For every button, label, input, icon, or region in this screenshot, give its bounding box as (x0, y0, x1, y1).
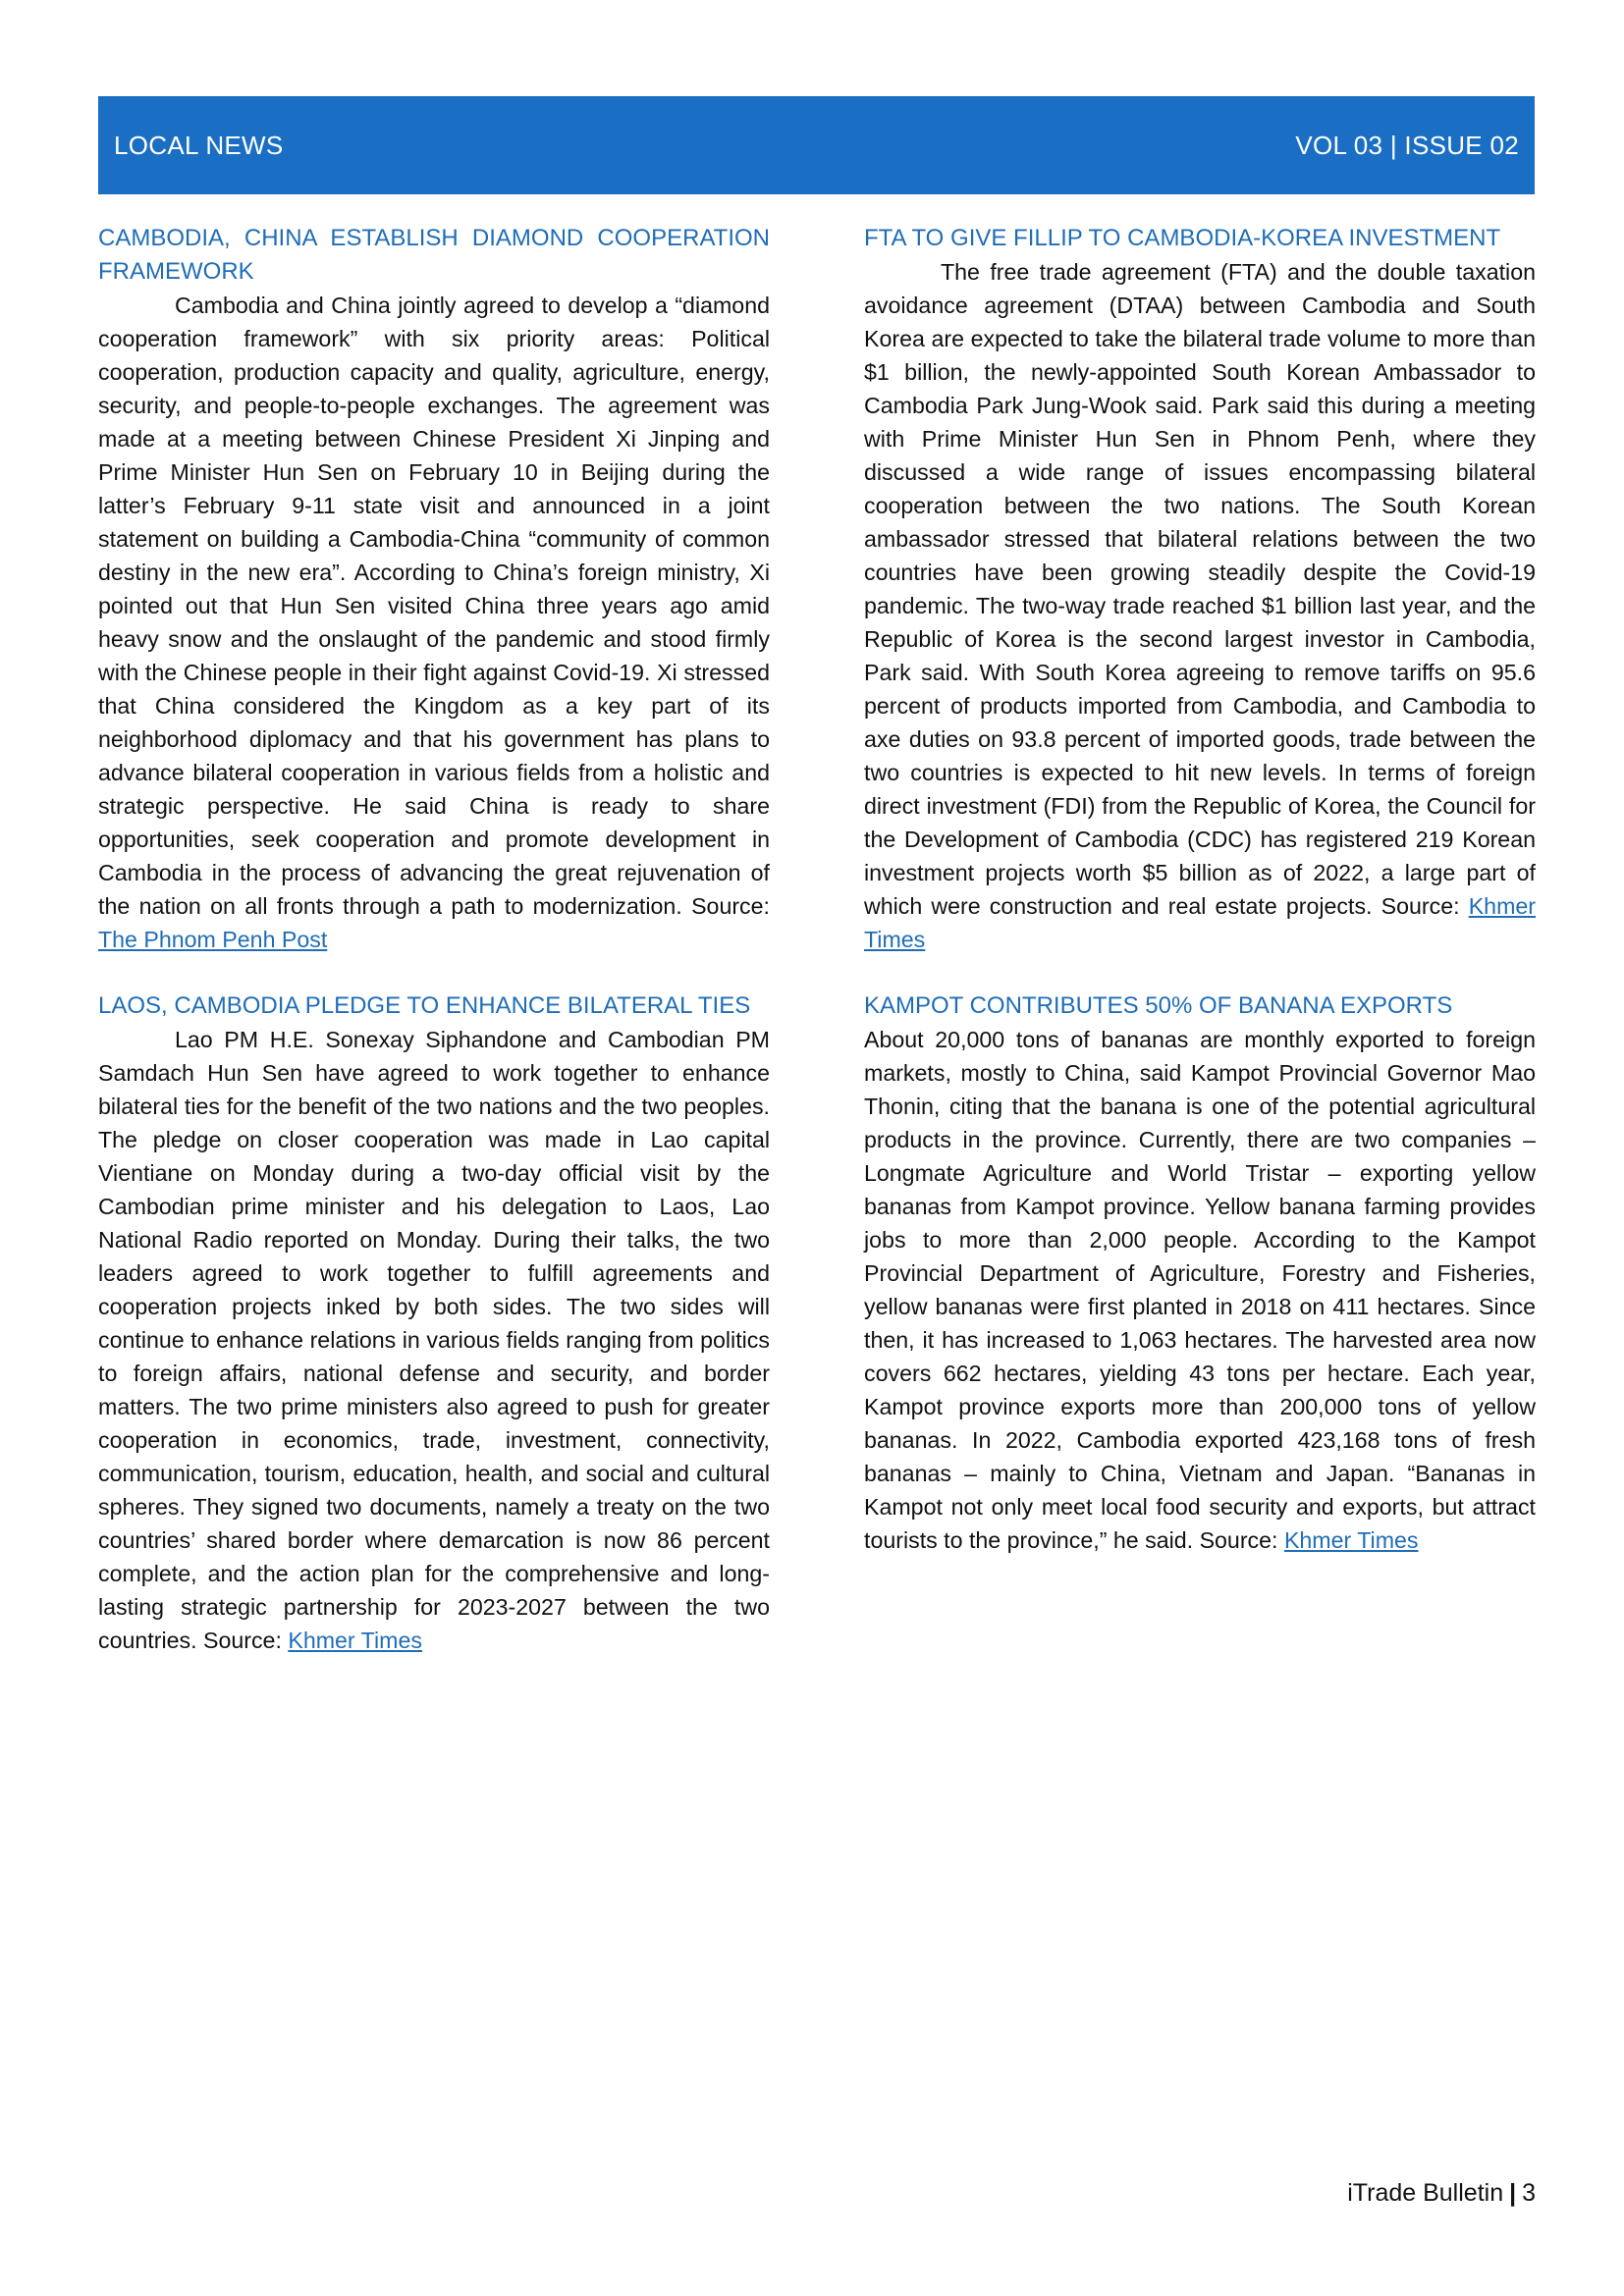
article-kampot-bananas (864, 989, 1536, 1557)
issue-label: VOL 03 | ISSUE 02 (1295, 130, 1519, 160)
section-label: LOCAL NEWS (114, 130, 284, 160)
article-diamond-framework (98, 222, 770, 956)
source-link[interactable]: Khmer Times (864, 893, 1536, 952)
article-headline: CAMBODIA, CHINA ESTABLISH DIAMOND COOPERATION FRAMEWORK (98, 225, 770, 285)
footer-separator: | (1509, 2179, 1517, 2207)
source-link[interactable]: Khmer Times (288, 1628, 422, 1653)
source-label: Source: (1380, 893, 1460, 919)
article-headline: KAMPOT CONTRIBUTES 50% OF BANANA EXPORTS (864, 992, 1453, 1019)
right-column (864, 222, 1536, 1590)
left-column (98, 222, 770, 1690)
article-body: Cambodia and China jointly agreed to develop a “diamond cooperation framework” with six priority areas: Political cooperation, production capacity and quality, agriculture, energy, security, and people-to-people exchanges. The agreement was made at a meeting between Chinese President Xi Jinping and Prime Minister Hun Sen on February 10 in Beijing during the latter’s February 9-11 state visit and announced in a joint statement on building a Cambodia-China “community of common destiny in the new era”. According to China’s foreign ministry, Xi pointed out that Hun Sen visited China three years ago amid heavy snow and the onslaught of the pandemic and stood firmly with the Chinese people in their fight against Covid-19. Xi stressed that China considered the Kingdom as a key part of its neighborhood diplomacy and that his government has plans to advance bilateral cooperation in various fields from a holistic and strategic perspective. He said China is ready to share opportunities, seek cooperation and promote development in Cambodia in the process of advancing the great rejuvenation of the nation on all fronts through a path to modernization. Source: The Phnom Penh Post (98, 293, 770, 952)
article-body: About 20,000 tons of bananas are monthly exported to foreign markets, mostly to China, said Kampot Provincial Governor Mao Thonin, citing that the banana is one of the potential agricultural products in the province. Currently, there are two companies – Longmate Agriculture and World Tristar – exporting yellow bananas from Kampot province. Yellow banana farming provides jobs to more than 2,000 people. According to the Kampot Provincial Department of Agriculture, Forestry and Fisheries, yellow bananas were first planted in 2018 on 411 hectares. Since then, it has increased to 1,063 hectares. The harvested area now covers 662 hectares, yielding 43 tons per hectare. Each year, Kampot province exports more than 200,000 tons of yellow bananas. In 2022, Cambodia exported 423,168 tons of fresh bananas – mainly to China, Vietnam and Japan. “Bananas in Kampot not only meet local food security and exports, but attract tourists to the province,” he said. Source: Khmer Times (864, 1027, 1536, 1553)
source-label: Source: (202, 1628, 282, 1653)
publication-name: iTrade Bulletin (1347, 2179, 1504, 2207)
page-footer (1347, 2179, 1536, 2208)
article-headline: FTA TO GIVE FILLIP TO CAMBODIA-KOREA INVESTMENT (864, 225, 1501, 251)
article-fta-korea (864, 222, 1536, 956)
article-body: Lao PM H.E. Sonexay Siphandone and Cambodian PM Samdach Hun Sen have agreed to work together to enhance bilateral ties for the benefit of the two nations and the two peoples. The pledge on closer cooperation was made in Lao capital Vientiane on Monday during a two-day official visit by the Cambodian prime minister and his delegation to Laos, Lao National Radio reported on Monday. During their talks, the two leaders agreed to work together to fulfill agreements and cooperation projects inked by both sides. The two sides will continue to enhance relations in various fields ranging from politics to foreign affairs, national defense and security, and border matters. The two prime ministers also agreed to push for greater cooperation in economics, trade, investment, connectivity, communication, tourism, education, health, and social and cultural spheres. They signed two documents, namely a treaty on the two countries’ shared border where demarcation is now 86 percent complete, and the action plan for the comprehensive and long-lasting strategic partnership for 2023-2027 between the two countries. Source: Khmer Times (98, 1027, 770, 1653)
source-label: Source: (1199, 1527, 1278, 1553)
article-headline: LAOS, CAMBODIA PLEDGE TO ENHANCE BILATERAL TIES (98, 992, 751, 1019)
page-number: 3 (1522, 2179, 1536, 2207)
article-body: The free trade agreement (FTA) and the double taxation avoidance agreement (DTAA) between Cambodia and South Korea are expected to take the bilateral trade volume to more than $1 billion, the newly-appointed South Korean Ambassador to Cambodia Park Jung-Wook said. Park said this during a meeting with Prime Minister Hun Sen in Phnom Penh, where they discussed a wide range of issues encompassing bilateral cooperation between the two nations. The South Korean ambassador stressed that bilateral relations between the two countries have been growing steadily despite the Covid-19 pandemic. The two-way trade reached $1 billion last year, and the Republic of Korea is the second largest investor in Cambodia, Park said. With South Korea agreeing to remove tariffs on 95.6 percent of products imported from Cambodia, and Cambodia to axe duties on 93.8 percent of imported goods, trade between the two countries is expected to hit new levels. In terms of foreign direct investment (FDI) from the Republic of Korea, the Council for the Development of Cambodia (CDC) has registered 219 Korean investment projects worth $5 billion as of 2022, a large part of which were construction and real estate projects. Source: Khmer Times (864, 259, 1536, 952)
source-link[interactable]: Khmer Times (1283, 1527, 1419, 1553)
header-banner (98, 96, 1535, 194)
source-label: Source: (691, 893, 770, 919)
article-laos-cambodia (98, 989, 770, 1657)
source-link[interactable]: The Phnom Penh Post (98, 927, 328, 952)
